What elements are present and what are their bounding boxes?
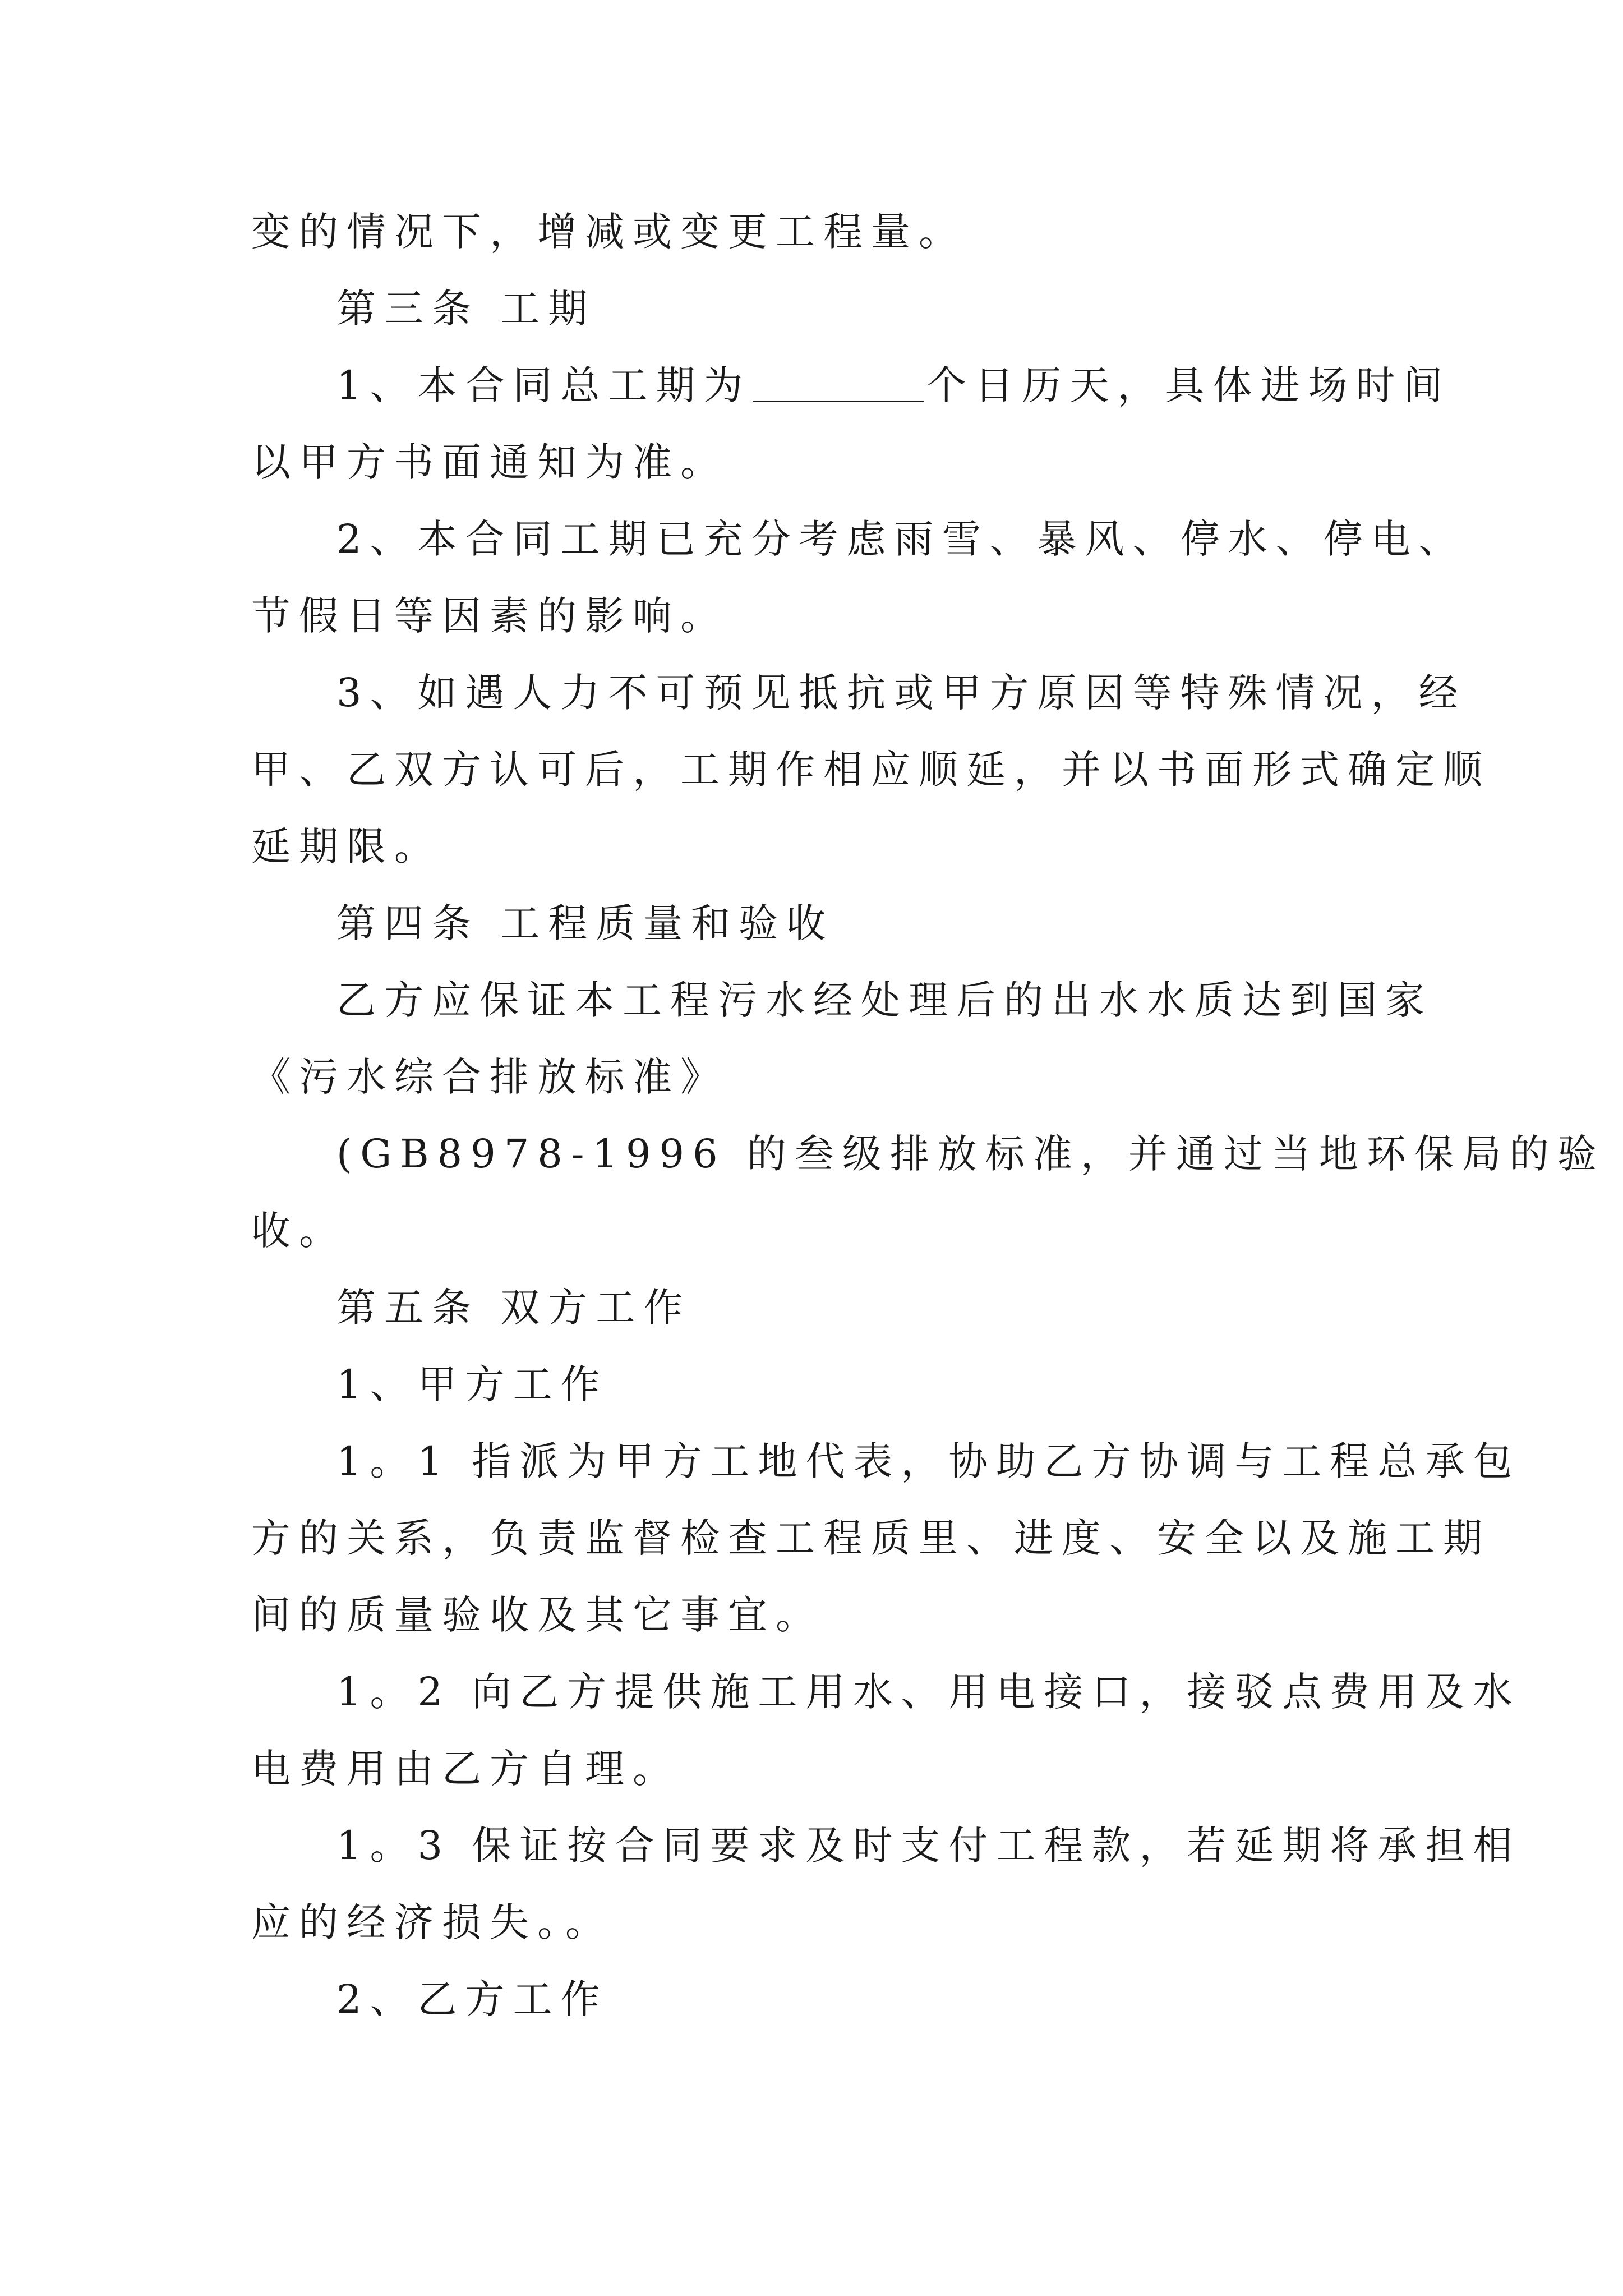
text-line: 应的经济损失。。 [251, 1899, 613, 1945]
text-line: 变的情况下，增减或变更工程量。 [251, 209, 966, 255]
article-heading: 第五条 双方工作 [336, 1285, 691, 1331]
text-line: (GB8978-1996 的叁级排放标准，并通过当地环保局的验 [336, 1131, 1605, 1177]
text-line: 3、如遇人力不可预见抵抗或甲方原因等特殊情况，经 [336, 670, 1467, 716]
text-line: 延期限。 [251, 823, 442, 869]
text-line: 节假日等因素的影响。 [251, 593, 728, 639]
text-segment: 个日历天，具体进场时间 [926, 362, 1451, 408]
text-line: 《污水综合排放标准》 [251, 1054, 728, 1100]
text-line: 甲、乙双方认可后，工期作相应顺延，并以书面形式确定顺 [251, 747, 1491, 793]
text-line: 间的质量验收及其它事宜。 [251, 1592, 823, 1638]
text-line [336, 355, 1451, 416]
article-heading: 第四条 工程质量和验收 [336, 900, 834, 946]
text-line: 1、甲方工作 [336, 1361, 608, 1407]
text-line: 乙方应保证本工程污水经处理后的出水水质达到国家 [336, 977, 1433, 1023]
text-line: 以甲方书面通知为准。 [251, 439, 728, 485]
fill-in-blank [753, 361, 924, 402]
text-line: 电费用由乙方自理。 [251, 1746, 680, 1792]
text-segment: 1、本合同总工期为 [336, 362, 751, 408]
text-line: 1。3 保证按合同要求及时支付工程款，若延期将承担相 [336, 1823, 1521, 1869]
article-heading: 第三条 工期 [336, 286, 596, 332]
text-line: 2、乙方工作 [336, 1976, 608, 2022]
text-line: 方的关系，负责监督检查工程质里、进度、安全以及施工期 [251, 1515, 1491, 1561]
text-line: 2、本合同工期已充分考虑雨雪、暴风、停水、停电、 [336, 516, 1467, 562]
text-line: 1。1 指派为甲方工地代表，协助乙方协调与工程总承包 [336, 1438, 1521, 1484]
text-line: 1。2 向乙方提供施工用水、用电接口，接驳点费用及水 [336, 1669, 1521, 1715]
text-line: 收。 [251, 1208, 347, 1254]
